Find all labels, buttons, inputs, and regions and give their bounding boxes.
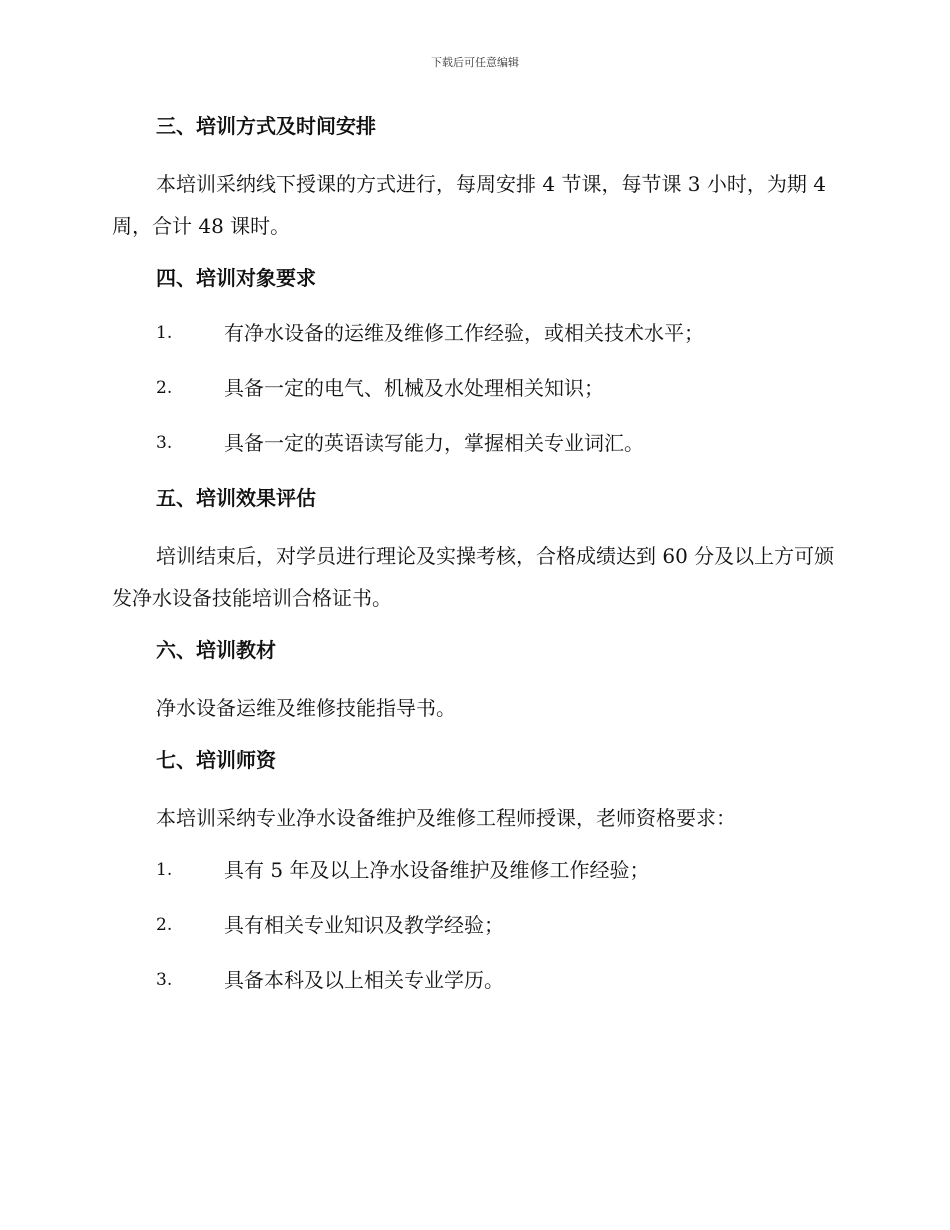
- document-body: [112, 108, 842, 1017]
- list-item-text: 具备一定的电气、机械及水处理相关知识；: [224, 376, 604, 400]
- list-item-number: 1.: [156, 860, 173, 880]
- instructor-requirements-list: [112, 852, 842, 1017]
- list-item-number: 3.: [156, 433, 173, 453]
- section-heading-instructors: 七、培训师资: [156, 748, 276, 772]
- list-item-text: 具有相关专业知识及教学经验；: [224, 913, 504, 937]
- list-item: [112, 370, 842, 425]
- page-header: 下载后可任意编辑: [431, 56, 519, 69]
- list-item-text: 具有 5 年及以上净水设备维护及维修工作经验；: [224, 858, 650, 882]
- list-item: [112, 852, 842, 907]
- list-item: [112, 425, 842, 480]
- section-paragraph-training-method: 本培训采纳线下授课的方式进行，每周安排 4 节课，每节课 3 小时，为期 4 周，合计 48 课时。: [112, 172, 826, 238]
- list-item-number: 2.: [156, 378, 173, 398]
- section-paragraph-materials: 净水设备运维及维修技能指导书。: [156, 696, 456, 720]
- section-heading-evaluation: 五、培训效果评估: [156, 486, 316, 510]
- section-paragraph-instructors: 本培训采纳专业净水设备维护及维修工程师授课，老师资格要求：: [156, 806, 736, 830]
- list-item-text: 具备一定的英语读写能力，掌握相关专业词汇。: [224, 431, 644, 455]
- section-heading-trainee-requirements: 四、培训对象要求: [156, 266, 316, 290]
- list-item-text: 有净水设备的运维及维修工作经验，或相关技术水平；: [224, 321, 704, 345]
- list-item: [112, 962, 842, 1017]
- section-paragraph-evaluation: 培训结束后，对学员进行理论及实操考核，合格成绩达到 60 分及以上方可颁发净水设备技能培训合格证书。: [112, 544, 835, 610]
- list-item: [112, 907, 842, 962]
- list-item: [112, 315, 842, 370]
- trainee-requirements-list: [112, 315, 842, 480]
- list-item-number: 3.: [156, 970, 173, 990]
- section-heading-training-method: 三、培训方式及时间安排: [156, 114, 376, 138]
- list-item-number: 1.: [156, 323, 173, 343]
- section-heading-materials: 六、培训教材: [156, 638, 276, 662]
- list-item-text: 具备本科及以上相关专业学历。: [224, 968, 504, 992]
- list-item-number: 2.: [156, 915, 173, 935]
